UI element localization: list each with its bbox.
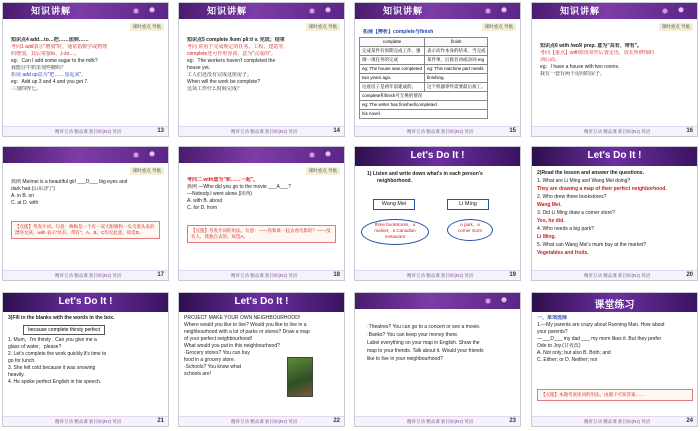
slide-line: 的增加，其后常接to、后to…。	[11, 51, 80, 57]
slide-title: Let's Do It !	[587, 150, 642, 161]
answer-line: market，a Canadian	[374, 228, 416, 233]
slide-line: food in a grocery store.	[184, 357, 236, 363]
slide-line: your parents?	[537, 329, 568, 335]
person-box-wang-mei: Wang Mei	[373, 199, 415, 210]
sparkle-decoration-icon	[653, 5, 693, 17]
table-cell: eg: This machine part needs	[424, 65, 488, 74]
slide-line: 4. He spoke perfect English in his speech.	[8, 379, 102, 385]
slide-line: Where would you like to live? Would you like to live in a	[184, 322, 307, 328]
slide-header	[355, 3, 520, 19]
slide-tag: 课时重点 导航	[659, 23, 693, 31]
slide-header	[355, 293, 520, 309]
page-number: 20	[686, 272, 693, 278]
slide-body	[537, 315, 693, 364]
slide-line: eg：The workers haven't completed the	[187, 58, 276, 64]
slide-tag: 课时重点 导航	[130, 23, 164, 31]
slide-thumbnail-20[interactable]	[531, 146, 698, 281]
slide-header	[179, 293, 344, 312]
slide-body	[11, 179, 160, 207]
slide-tag: 课时重点 导航	[306, 23, 340, 31]
slide-body	[540, 43, 689, 78]
answer-line: corner store	[457, 228, 482, 233]
slide-tag: 课时重点 导航	[482, 23, 516, 31]
slide-title: 知识讲解	[207, 6, 248, 16]
slide-thumbnail-23[interactable]	[354, 292, 521, 427]
slide-thumbnail-15[interactable]	[354, 2, 521, 137]
slide-thumbnail-18[interactable]	[178, 146, 345, 281]
table-cell: eg: The house was completed	[360, 65, 425, 74]
slide-thumbnail-21[interactable]	[2, 292, 169, 427]
slide-line: 5. What can Wang Mei's mum buy at the market?	[537, 242, 647, 248]
slide-body	[367, 323, 512, 363]
page-number: 19	[509, 272, 516, 278]
slide-line: 拓展 add up意为"把……加起来"。	[11, 72, 87, 78]
sparkle-decoration-icon	[476, 295, 516, 307]
slide-header	[355, 147, 520, 166]
slide-header	[3, 147, 168, 163]
slide-line: 4. Who needs a big park?	[537, 226, 594, 232]
slide-title: 知识讲解	[383, 6, 424, 16]
slide-line: 三加四得七。	[11, 86, 42, 92]
table-row	[360, 74, 488, 83]
slide-footer	[179, 416, 344, 426]
table-row	[360, 56, 488, 65]
word-box: because complete thirsty perfect	[23, 325, 105, 335]
slide-thumbnail-13[interactable]	[2, 2, 169, 137]
sparkle-decoration-icon	[476, 5, 516, 17]
slide-body	[537, 169, 693, 257]
answer-line: a park，a	[460, 222, 480, 227]
slide-line: —Nobody.I went alone.(陕西)	[187, 191, 252, 197]
slide-line: of your perfect neighbourhood!	[184, 336, 253, 342]
slide-line: C. for D. from	[187, 205, 218, 211]
slide-line: 工人们还没有完成这座房子。	[187, 72, 253, 78]
slide-line: C. at D. with	[11, 200, 39, 206]
slide-footer	[3, 126, 168, 136]
slide-line: 考向 常用于完成规定的任务、工程、建造等。	[187, 44, 289, 50]
slide-line: 考向二 with意为"和……一起"。	[187, 177, 259, 183]
slide-line: What would you put in this neighbourhood?	[184, 343, 280, 349]
slide-line: ·Grocery stores? You can buy	[184, 350, 250, 356]
page-number: 23	[509, 418, 516, 424]
table-cell: complete和finish可互换的情况	[360, 92, 488, 101]
page-number: 18	[333, 272, 340, 278]
page-number: 22	[333, 418, 340, 424]
page-number: 17	[157, 272, 164, 278]
slide-line: 2)Read the lesson and answer the questions.	[537, 170, 644, 176]
slide-answer: Li Ming.	[537, 234, 556, 240]
slide-footer	[532, 416, 697, 426]
column-header: complete	[360, 38, 425, 47]
slide-title: Let's Do It !	[234, 296, 289, 307]
slide-line: A. Not only; but also B. Both; and	[537, 350, 611, 356]
slide-line: ·Schools? You know what	[184, 364, 241, 370]
slide-line: heavily.	[8, 372, 25, 378]
table-row	[360, 65, 488, 74]
slide-line: dark hair.(山东济宁)	[11, 186, 55, 192]
answer-line: three bookstores，a	[374, 222, 416, 227]
slide-line: 1. What are Li Ming and Wang Mei doing?	[537, 178, 631, 184]
slide-line: When will the work be complete?	[187, 79, 261, 85]
slide-footer	[532, 126, 697, 136]
slide-body	[187, 37, 336, 93]
slide-line: 知识点4 add…to…把……加到……	[11, 37, 89, 43]
slide-answer: Wang Mei.	[537, 202, 562, 208]
slide-footer	[179, 270, 344, 280]
slide-body	[11, 37, 160, 93]
table-cell: 这座房子是两年前建成的。	[360, 83, 425, 92]
comparison-table	[359, 37, 488, 119]
explanation-note: 【点拨】考查介词的用法。句意：——你和谁一起去看电影的？——没有人，我独自去的。故选A。	[187, 225, 336, 243]
slide-line: 3. Did Li Ming draw a corner store?	[537, 210, 615, 216]
sparkle-decoration-icon	[124, 5, 164, 17]
slide-heading: 3)Fill in the blanks with the words in the box.	[8, 315, 115, 321]
slide-line: ·Banks? You can keep your money there.	[367, 332, 459, 338]
sparkle-decoration-icon	[300, 149, 340, 161]
slide-line: 词后面。	[540, 57, 561, 63]
table-row	[360, 101, 488, 110]
slide-line: 我有一套有两个房间的房子。	[540, 71, 606, 77]
footer-text: 精讲互动 精品课 新目标(RJ) 英语	[55, 129, 122, 134]
table-row	[360, 83, 488, 92]
slide-line: go for lunch.	[8, 358, 36, 364]
slide-title: Let's Do It !	[58, 296, 113, 307]
slide-line: 2. Let's complete the work quickly.It's time to	[8, 351, 107, 357]
footer-text: 精讲互动 精品课 新目标(RJ) 英语	[584, 273, 651, 278]
slide-header	[179, 3, 344, 19]
table-row	[360, 47, 488, 56]
page-number: 24	[686, 418, 693, 424]
slide-line: 知识点5 complete /kəmˈpliːt/ v. 完成；结束	[187, 37, 285, 43]
slide-body	[8, 337, 160, 386]
page-number: 21	[157, 418, 164, 424]
answer-ellipse-li-ming	[447, 219, 493, 241]
slide-title: 课堂练习	[594, 300, 635, 311]
neighbourhood-photo	[287, 357, 313, 397]
footer-text: 精讲互动 精品课 新目标(RJ) 英语	[407, 273, 474, 278]
slide-line: 1.—My parents are crazy about Running Man. How about	[537, 322, 665, 328]
slide-line: 3. She felt cold because it was snowing	[8, 365, 96, 371]
slide-footer	[179, 126, 344, 136]
slide-header	[3, 293, 168, 312]
slide-line: Ode to Joy.(甘孜改)	[537, 343, 581, 349]
slide-line: complete还可作形容词，意为"完成的"。	[187, 51, 276, 57]
slide-heading: 拓展【辨析】complete与finish	[363, 29, 434, 35]
slide-answer: Yes, he did.	[537, 218, 565, 224]
slide-tag: 课时重点 导航	[306, 167, 340, 175]
slide-header	[532, 293, 697, 312]
slide-heading-wrap	[8, 315, 160, 322]
slide-title: 知识讲解	[560, 6, 601, 16]
page-number: 15	[509, 128, 516, 134]
person-box-li-ming: Li Ming	[447, 199, 489, 210]
instruction-line: neighborhood.	[377, 178, 412, 184]
slide-line: PROJECT MAKE YOUR OWN NEIGHBOURHOOD!	[184, 315, 301, 321]
slide-line: eg：Add up 3 and 4 and you get 7.	[11, 79, 89, 85]
footer-text: 精讲互动 精品课 新目标(RJ) 英语	[231, 129, 298, 134]
explanation-note: 【点拨】考查介词。句意：梅梅是一个有一双大眼睛和一头乌黑头发的漂亮女孩。with 表示"具有、带有"，A、B、C均无此意，故选D。	[11, 221, 160, 239]
slide-body	[187, 177, 336, 212]
slide-line: eg：I have a house with two rooms.	[540, 64, 620, 70]
slide-thumbnail-16[interactable]	[531, 2, 698, 137]
explanation-note: 【点拨】本题考查连词的用法。由题干可知答案……	[537, 389, 693, 401]
slide-header	[532, 3, 697, 19]
slide-title: Let's Do It !	[410, 150, 465, 161]
slide-body	[363, 29, 512, 36]
column-header: finish	[424, 38, 488, 47]
page-number: 14	[333, 128, 340, 134]
slide-line: —___D___ my dad ___ my mom likes it. But they prefer	[537, 336, 662, 342]
slide-line: 2. Who drew three bookstores?	[537, 194, 607, 200]
slide-line: map to your friends. Talk about it. Would your friends	[367, 348, 484, 354]
sparkle-decoration-icon	[300, 5, 340, 17]
slide-line: A. in B. on	[11, 193, 35, 199]
slide-body	[367, 171, 512, 185]
table-row	[360, 92, 488, 101]
table-cell: finishing.	[424, 74, 488, 83]
slide-line: house yet.	[187, 65, 211, 71]
answer-ellipse-wang-mei	[361, 219, 429, 245]
table-cell: 调一项任务的完成	[360, 56, 425, 65]
slide-header	[3, 3, 168, 19]
slide-line: 1. Mum，I'm thirsty . Can you give me a	[8, 337, 97, 343]
slide-footer	[3, 416, 168, 426]
footer-text: 精讲互动 精品课 新目标(RJ) 英语	[55, 273, 122, 278]
page-number: 16	[686, 128, 693, 134]
section-heading: 一、单项选择	[537, 315, 568, 321]
table-cell: two years ago.	[360, 74, 425, 83]
table-cell: 完成某件有预期完成工作、强	[360, 47, 425, 56]
slide-line: glass of water，please?	[8, 344, 62, 350]
slide-header	[179, 147, 344, 163]
slide-thumbnail-19[interactable]	[354, 146, 521, 281]
footer-text: 精讲互动 精品课 新目标(RJ) 英语	[231, 273, 298, 278]
slide-line: 典例 —Who did you go to the movie ___A___?	[187, 184, 291, 190]
footer-text: 精讲互动 精品课 新目标(RJ) 英语	[407, 419, 474, 424]
table-cell: 某件事，后接名词或动词-ing	[424, 56, 488, 65]
slide-title: 知识讲解	[31, 6, 72, 16]
table-cell: 这个机器零件需要最后加工。	[424, 83, 488, 92]
table-cell: his novel.	[360, 110, 488, 119]
slide-footer	[532, 270, 697, 280]
slide-footer	[355, 270, 520, 280]
page-number: 13	[157, 128, 164, 134]
table-cell: 表示动作本身的结束，当完成	[424, 47, 488, 56]
instruction-line: 1) Listen and write down what's in each person's	[367, 171, 483, 177]
slide-answer: They are drawing a map of their perfect neighborhood.	[537, 186, 667, 192]
slide-line: like to live in your neighbourhood?	[367, 356, 443, 362]
slide-footer	[3, 270, 168, 280]
slide-line: 我能往牛奶里加些糖吗？	[11, 65, 67, 71]
slide-body	[184, 315, 340, 378]
footer-text: 精讲互动 精品课 新目标(RJ) 英语	[584, 129, 651, 134]
slide-thumbnail-22[interactable]	[178, 292, 345, 427]
slide-line: schools are!	[184, 371, 211, 377]
slide-line: 考向【重点】with短语常作后置定语，放在所修饰的	[540, 50, 654, 56]
slide-thumbnail-14[interactable]	[178, 2, 345, 137]
slide-footer	[355, 416, 520, 426]
slide-thumbnail-17[interactable]	[2, 146, 169, 281]
slide-line: A. with B. about	[187, 198, 223, 204]
slide-line: C. Either; or D. Neither; nor	[537, 357, 598, 363]
table-cell: eg: The writer has finished/completed	[360, 101, 488, 110]
slide-line: 这项工作什么时候完成？	[187, 86, 243, 92]
footer-text: 精讲互动 精品课 新目标(RJ) 英语	[231, 419, 298, 424]
footer-text: 精讲互动 精品课 新目标(RJ) 英语	[55, 419, 122, 424]
slide-line: ·Theatres? You can go to a concert or see a movie.	[367, 324, 481, 330]
slide-line: eg：Can I add some sugar to the milk?	[11, 58, 98, 64]
slide-header	[532, 147, 697, 166]
footer-text: 精讲互动 精品课 新目标(RJ) 英语	[584, 419, 651, 424]
sparkle-decoration-icon	[124, 149, 164, 161]
footer-text: 精讲互动 精品课 新目标(RJ) 英语	[407, 129, 474, 134]
slide-line: neighbourhood with a lot of parks or stores? Draw a map	[184, 329, 310, 335]
slide-line: Label everything on your map in English. Show the	[367, 340, 480, 346]
answer-line: restaurant	[384, 234, 406, 239]
table-header-row	[360, 38, 488, 47]
table-row	[360, 110, 488, 119]
slide-footer	[355, 126, 520, 136]
slide-answer: Vegetables and fruits.	[537, 250, 589, 256]
slide-thumbnail-24[interactable]	[531, 292, 698, 427]
slide-line: 典例 Meimei is a beautiful girl ___D___ big eyes and	[11, 179, 128, 185]
slide-line: 考向1 add表示"增加"时，通常指数学或物理	[11, 44, 108, 50]
slide-tag: 课时重点 导航	[130, 167, 164, 175]
slide-line: 知识点6 with /wɪð/ prep. 意为"具有、带有"。	[540, 43, 643, 49]
